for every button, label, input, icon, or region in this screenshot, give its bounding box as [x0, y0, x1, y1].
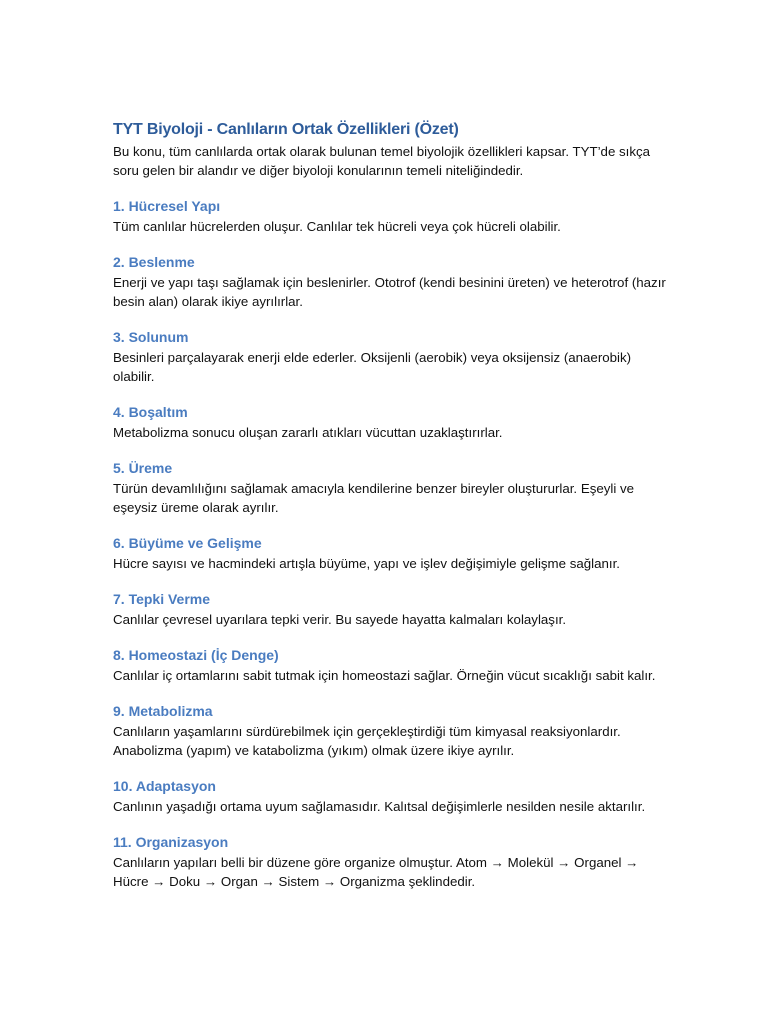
section-ureme	[113, 458, 673, 517]
document-page	[113, 118, 673, 891]
section-body: Canlılar çevresel uyarılara tepki verir. Bu sayede hayatta kalmaları kolaylaşır.	[113, 612, 567, 627]
section-bosaltim	[113, 402, 673, 442]
section-solunum	[113, 327, 673, 386]
section-metabolizma	[113, 701, 673, 760]
section-organizasyon	[113, 832, 673, 891]
intro-paragraph: Bu konu, tüm canlılarda ortak olarak bulunan temel biyolojik özellikleri kapsar. TYT’de sıkça soru gelen bir alandır ve diğer biyoloji konularının temeli niteliğindedir.	[113, 144, 651, 178]
section-heading: 10. Adaptasyon	[113, 778, 216, 794]
section-heading: 11. Organizasyon	[113, 834, 229, 850]
section-body: Besinleri parçalayarak enerji elde ederler. Oksijenli (aerobik) veya oksijensiz (anaerobik) olabilir.	[113, 350, 632, 384]
section-body: Metabolizma sonucu oluşan zararlı atıkları vücuttan uzaklaştırırlar.	[113, 425, 503, 440]
section-hucresel-yapi	[113, 196, 673, 236]
section-heading: 5. Üreme	[113, 460, 173, 476]
section-heading: 2. Beslenme	[113, 254, 195, 270]
section-heading: 6. Büyüme ve Gelişme	[113, 535, 262, 551]
section-body: Tüm canlılar hücrelerden oluşur. Canlılar tek hücreli veya çok hücreli olabilir.	[113, 219, 561, 234]
section-heading: 8. Homeostazi (İç Denge)	[113, 647, 279, 663]
section-body: Canlının yaşadığı ortama uyum sağlamasıdır. Kalıtsal değişimlerle nesilden nesile aktarılır.	[113, 799, 646, 814]
section-heading: 9. Metabolizma	[113, 703, 213, 719]
section-adaptasyon	[113, 776, 673, 816]
section-buyume-gelisme	[113, 533, 673, 573]
section-body: Canlılar iç ortamlarını sabit tutmak için homeostazi sağlar. Örneğin vücut sıcaklığı sabit kalır.	[113, 668, 656, 683]
section-tepki-verme	[113, 589, 673, 629]
section-body: Türün devamlılığını sağlamak amacıyla kendilerine benzer bireyler oluştururlar. Eşeyli ve eşeysiz üreme olarak ayrılır.	[113, 481, 635, 515]
section-homeostazi	[113, 645, 673, 685]
section-body: Enerji ve yapı taşı sağlamak için beslenirler. Ototrof (kendi besinini üreten) ve heterotrof (hazır besin alan) olarak ikiye ayrılırlar.	[113, 275, 666, 309]
section-heading: 3. Solunum	[113, 329, 189, 345]
section-heading: 7. Tepki Verme	[113, 591, 211, 607]
section-body: Canlıların yaşamlarını sürdürebilmek için gerçekleştirdiği tüm kimyasal reaksiyonlardır. Anabolizma (yapım) ve katabolizma (yıkım) olmak üzere ikiye ayrılır.	[113, 724, 621, 758]
section-beslenme	[113, 252, 673, 311]
section-body: Hücre sayısı ve hacmindeki artışla büyüme, yapı ve işlev değişimiyle gelişme sağlanır.	[113, 556, 620, 571]
section-heading: 4. Boşaltım	[113, 404, 188, 420]
section-body: Canlıların yapıları belli bir düzene göre organize olmuştur. Atom → Molekül → Organel → Hücre → Doku → Organ → Sistem → Organizma şeklindedir.	[113, 855, 639, 889]
document-title: TYT Biyoloji - Canlıların Ortak Özellikleri (Özet)	[113, 121, 459, 138]
section-heading: 1. Hücresel Yapı	[113, 198, 221, 214]
